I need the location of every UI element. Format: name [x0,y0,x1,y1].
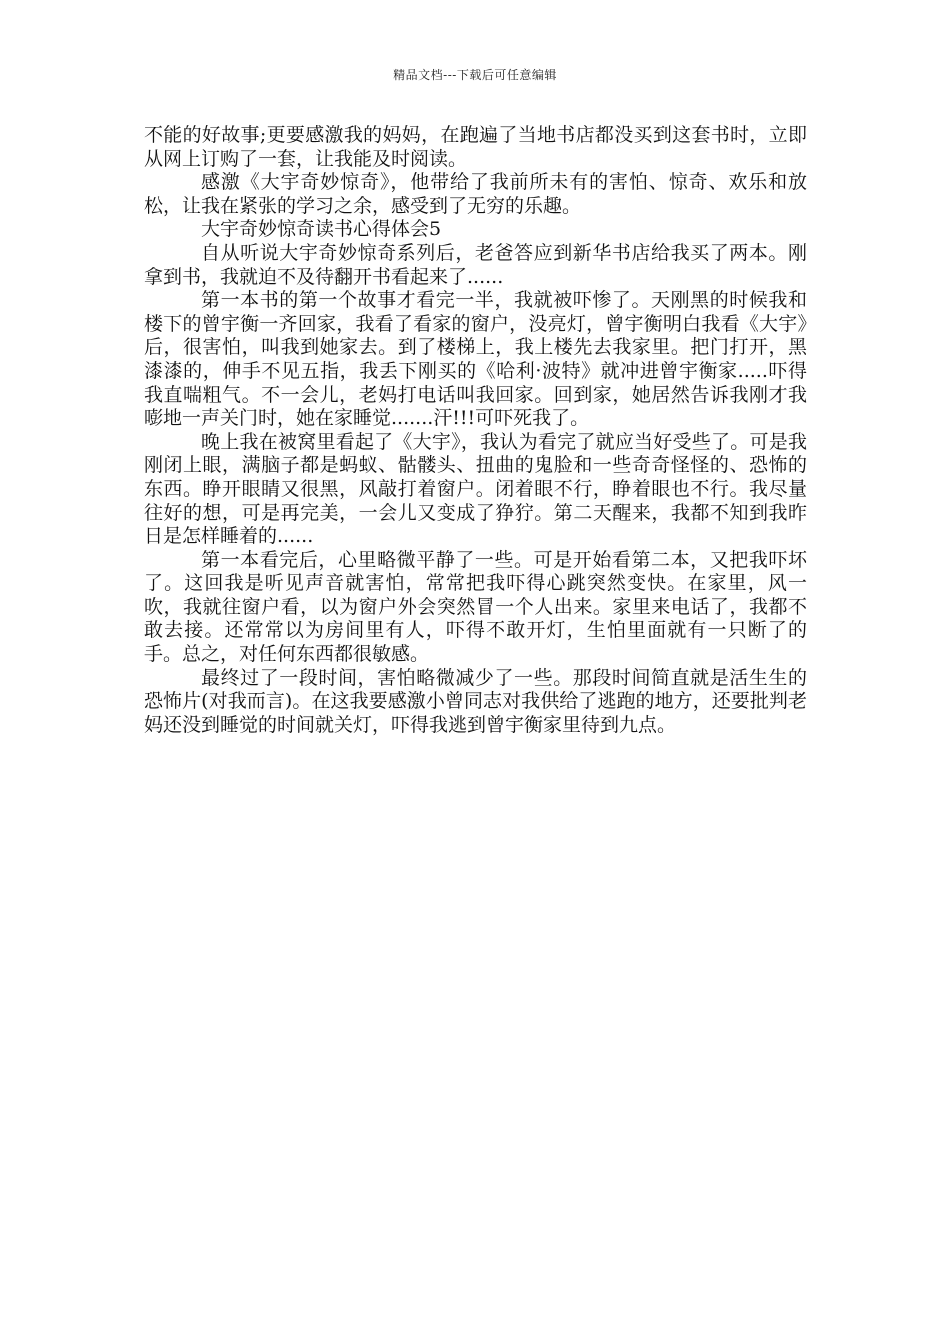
paragraph: 不能的好故事;更要感激我的妈妈，在跑遍了当地书店都没买到这套书时，立即从网上订购了一套，让我能及时阅读。 [144,124,807,170]
paragraph: 自从听说大宇奇妙惊奇系列后，老爸答应到新华书店给我买了两本。刚拿到书，我就迫不及待翻开书看起来了...... [144,241,807,288]
page-header: 精品文档---下载后可任意编辑 [393,68,557,82]
paragraph: 感激《大宇奇妙惊奇》，他带给了我前所未有的害怕、惊奇、欢乐和放松，让我在紧张的学习之余，感受到了无穷的乐趣。 [144,171,807,217]
paragraph: 第一本书的第一个故事才看完一半，我就被吓惨了。天刚黑的时候我和楼下的曾宇衡一齐回家，我看了看家的窗户，没亮灯，曾宇衡明白我看《大宇》后，很害怕，叫我到她家去。到了楼梯上，我上楼先去我家里。把门打开，黑漆漆的，伸手不见五指，我丢下刚买的《哈利·波特》就冲进曾宇衡家.....吓得我直喘粗气。不一会儿，老妈打电话叫我回家。回到家，她居然告诉我刚才我嘭地一声关门时，她在家睡觉.......汗!!!可吓死我了。 [144,289,807,430]
paragraph: 第一本看完后，心里略微平静了一些。可是开始看第二本，又把我吓坏了。这回我是听见声音就害怕，常常把我吓得心跳突然变快。在家里，风一吹，我就往窗户看，以为窗户外会突然冒一个人出来。家里来电话了，我都不敢去接。还常常以为房间里有人，吓得不敢开灯，生怕里面就有一只断了的手。总之，对任何东西都很敏感。 [144,548,807,666]
paragraph: 晚上我在被窝里看起了《大宇》，我认为看完了就应当好受些了。可是我刚闭上眼，满脑子都是蚂蚁、骷髅头、扭曲的鬼脸和一些奇奇怪怪的、恐怖的东西。睁开眼睛又很黑，风敲打着窗户。闭着眼不行，睁着眼也不行。我尽量往好的想，可是再完美，一会儿又变成了狰狞。第二天醒来，我都不知到我昨日是怎样睡着的...... [144,430,807,548]
document-body [144,124,807,737]
section-heading: 大宇奇妙惊奇读书心得体会5 [201,218,442,241]
paragraph: 最终过了一段时间，害怕略微减少了一些。那段时间简直就是活生生的恐怖片(对我而言)。在这我要感激小曾同志对我供给了逃跑的地方，还要批判老妈还没到睡觉的时间就关灯，吓得我逃到曾宇衡家里待到九点。 [144,666,807,736]
